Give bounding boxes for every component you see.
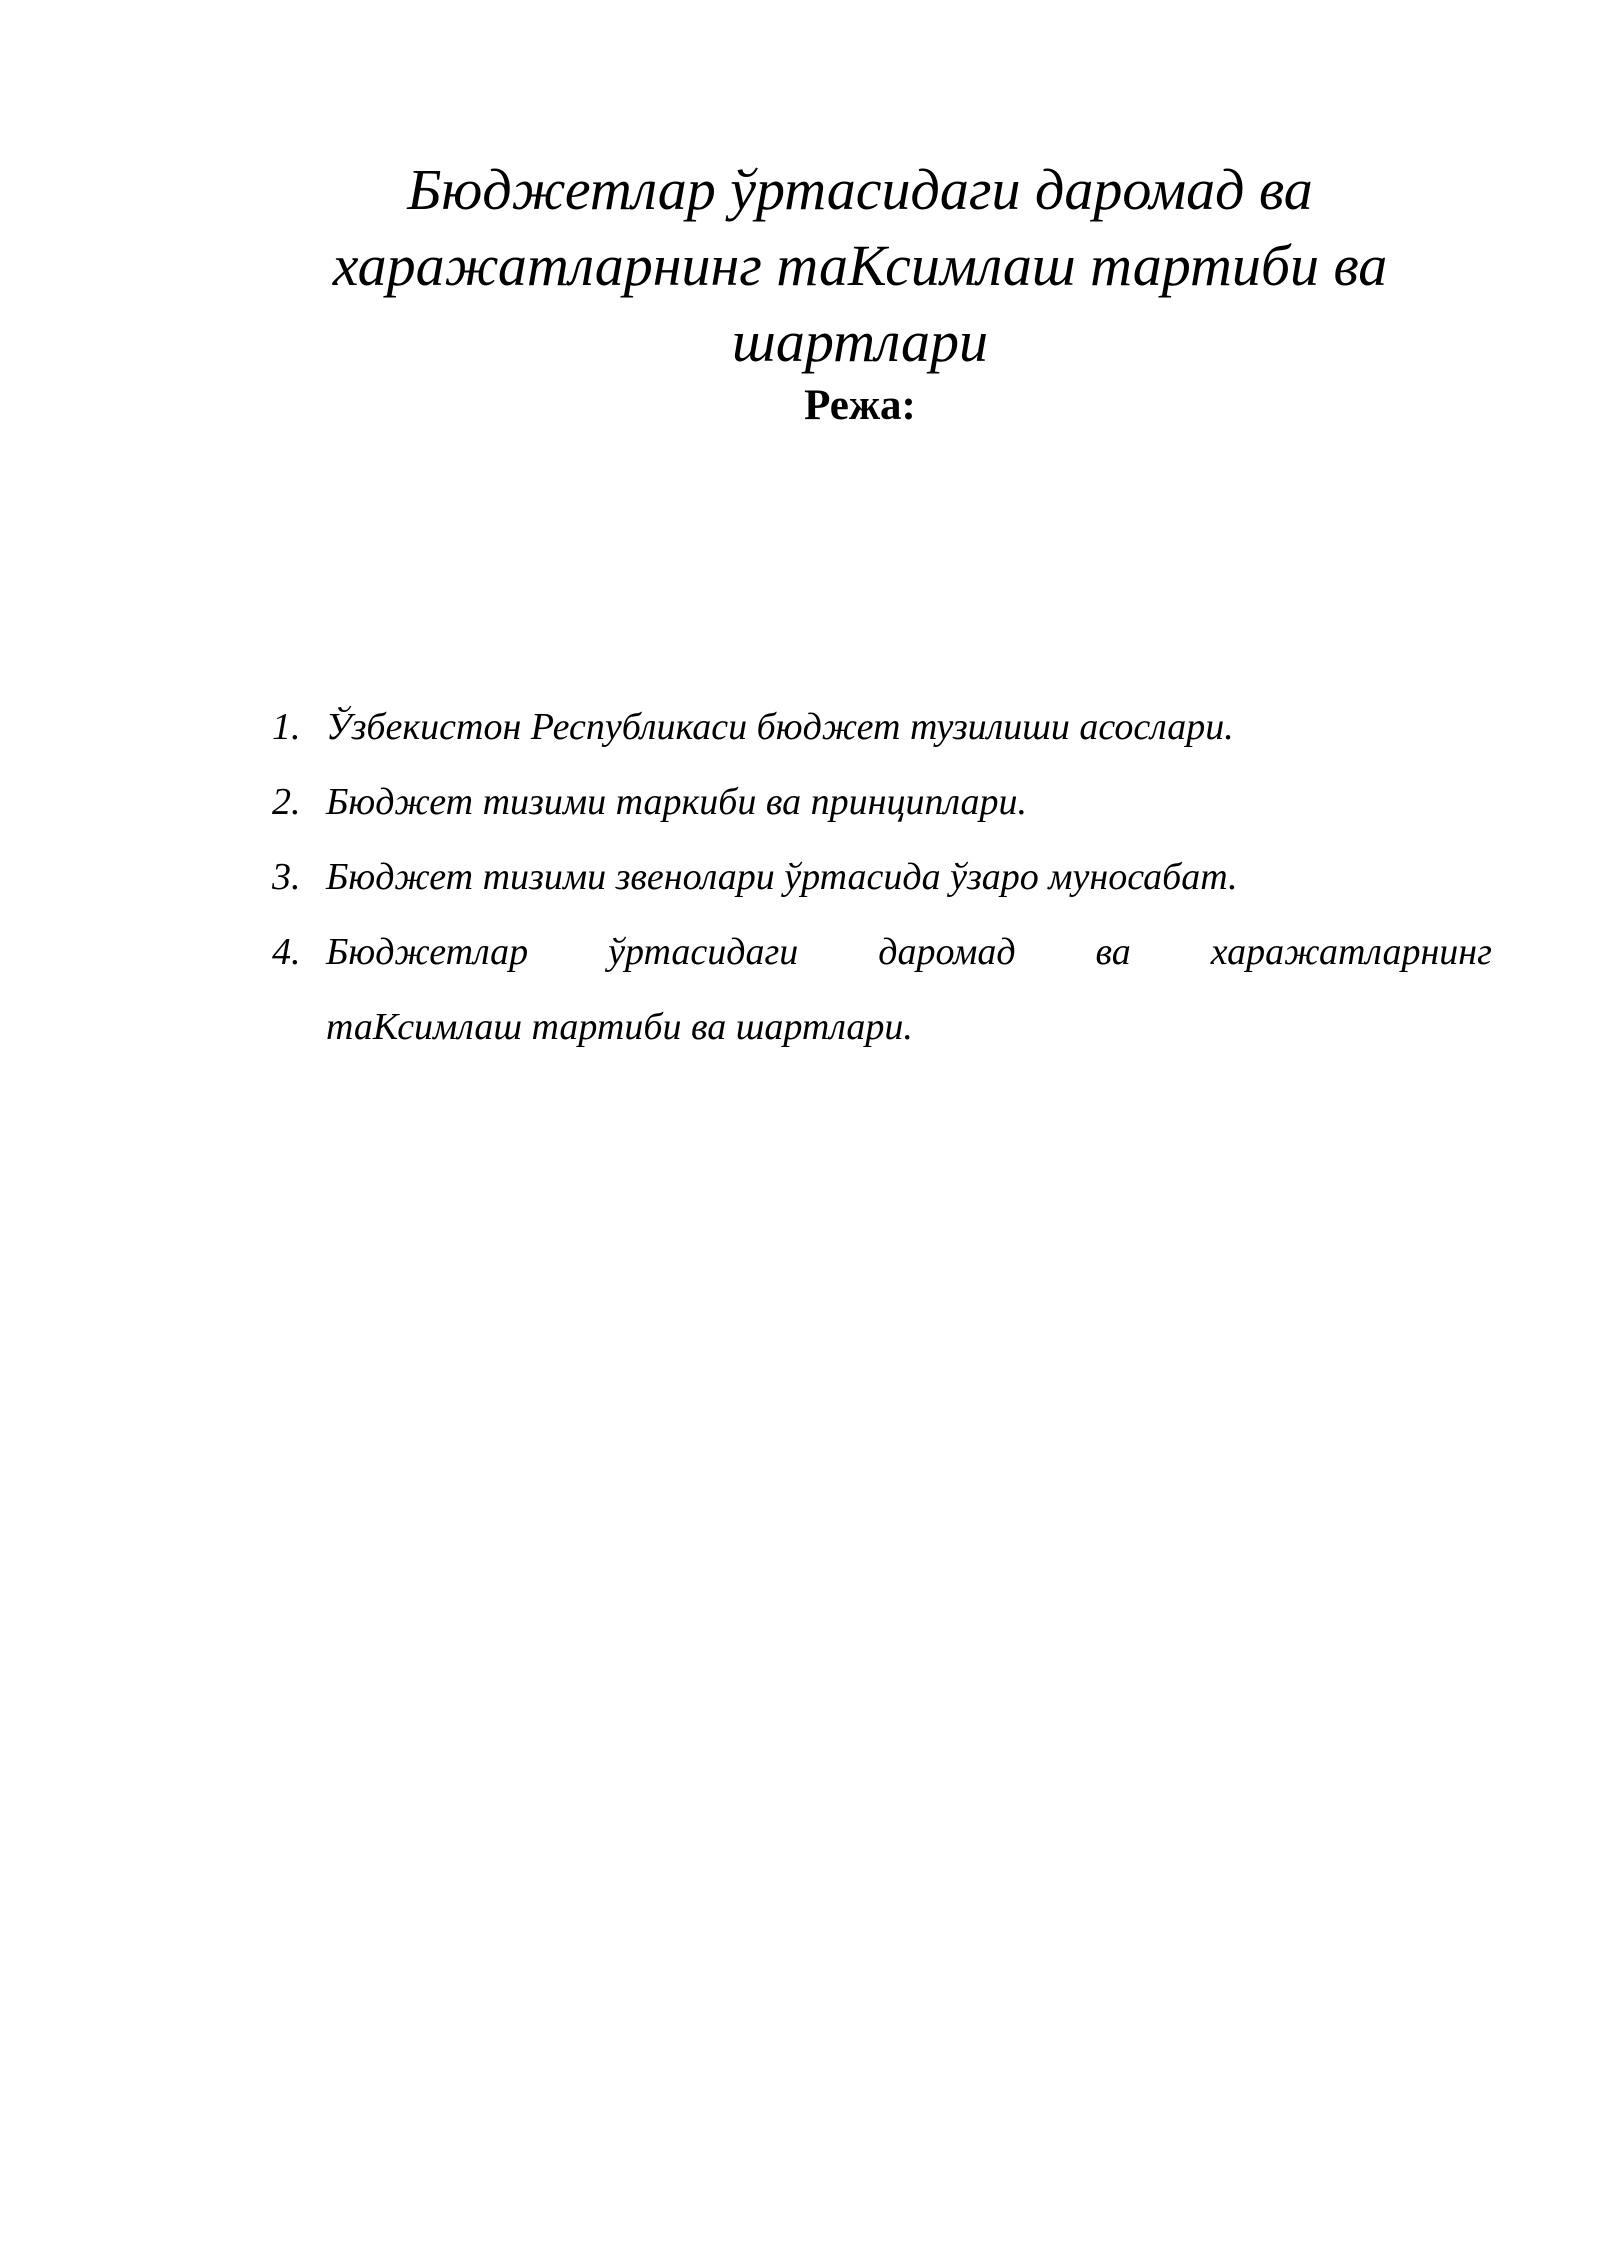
- plan-item-number: 1.: [272, 706, 301, 748]
- plan-item-4: [272, 915, 1492, 1065]
- title-line: харажатларнинг таКсимлаш тартиби ва: [332, 233, 1388, 298]
- plan-item-text-line: таКсимлаш тартиби ва шартлари.: [326, 1006, 913, 1048]
- plan-item-text: Бюджет тизими таркиби ва принциплари.: [326, 781, 1028, 823]
- plan-item-number: 2.: [272, 781, 301, 823]
- plan-item-number: 4.: [272, 931, 301, 973]
- plan-item-2: [272, 765, 1492, 840]
- document-title: [200, 152, 1520, 380]
- plan-item-text-line: Бюджетлар ўртасидаги даромад ва харажатларнинг: [326, 931, 1492, 973]
- title-line: шартлари: [732, 309, 988, 374]
- plan-item-number: 3.: [272, 856, 301, 898]
- plan-item-text: Ўзбекистон Республикаси бюджет тузилиши асослари.: [326, 706, 1234, 748]
- plan-item-text: [326, 915, 1492, 1065]
- title-line: Бюджетлар ўртасидаги даромад ва: [407, 157, 1313, 222]
- plan-list: [272, 690, 1492, 1065]
- plan-item-1: [272, 690, 1492, 765]
- plan-item-text: Бюджет тизими звенолари ўртасида ўзаро муносабат.: [326, 856, 1238, 898]
- plan-item-3: [272, 840, 1492, 915]
- plan-heading: Режа:: [804, 382, 916, 429]
